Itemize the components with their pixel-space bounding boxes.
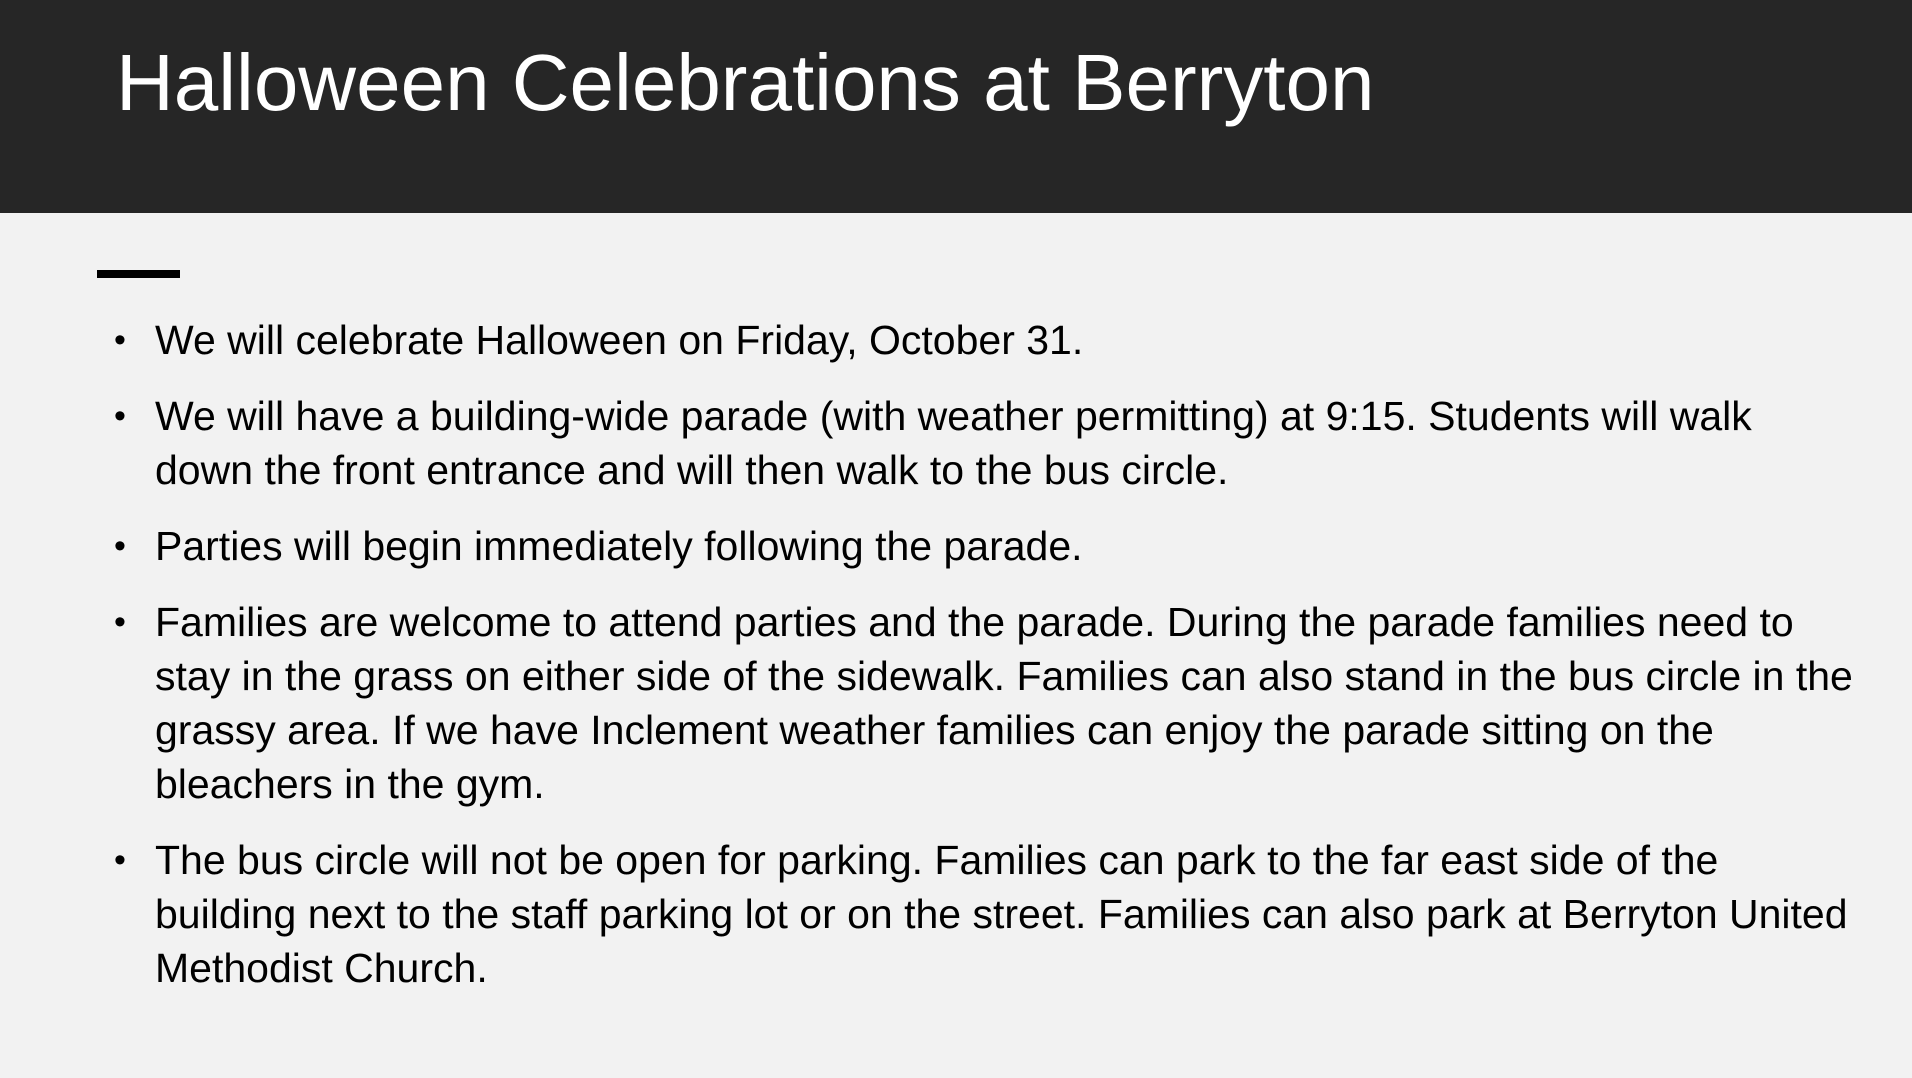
title-bar xyxy=(0,0,1912,213)
bullet-item xyxy=(108,389,1853,497)
bullet-list xyxy=(108,313,1853,1017)
bullet-dot-icon: • xyxy=(114,603,126,641)
bullet-text: Families are welcome to attend parties and the parade. During the parade families need to stay in the grass on either side of the sidewalk. Families can also stand in the bus circle in the grassy area. If we have Inclement weather families can enjoy the parade sitting on the bleachers in the gym. xyxy=(155,599,1853,807)
bullet-dot-icon: • xyxy=(114,321,126,359)
bullet-item xyxy=(108,833,1853,995)
bullet-dot-icon: • xyxy=(114,841,126,879)
bullet-item xyxy=(108,519,1853,573)
bullet-text: The bus circle will not be open for parking. Families can park to the far east side of the building next to the staff parking lot or on the street. Families can also park at Berryton United Methodist Church. xyxy=(155,837,1848,991)
slide-title: Halloween Celebrations at Berryton xyxy=(116,38,1375,127)
accent-rule xyxy=(97,270,180,278)
bullet-item xyxy=(108,313,1853,367)
bullet-text: Parties will begin immediately following the parade. xyxy=(155,523,1083,569)
bullet-dot-icon: • xyxy=(114,397,126,435)
bullet-text: We will celebrate Halloween on Friday, October 31. xyxy=(155,317,1084,363)
bullet-text: We will have a building-wide parade (with weather permitting) at 9:15. Students will walk down the front entrance and will then walk to the bus circle. xyxy=(155,393,1752,493)
bullet-item xyxy=(108,595,1853,811)
bullet-dot-icon: • xyxy=(114,527,126,565)
